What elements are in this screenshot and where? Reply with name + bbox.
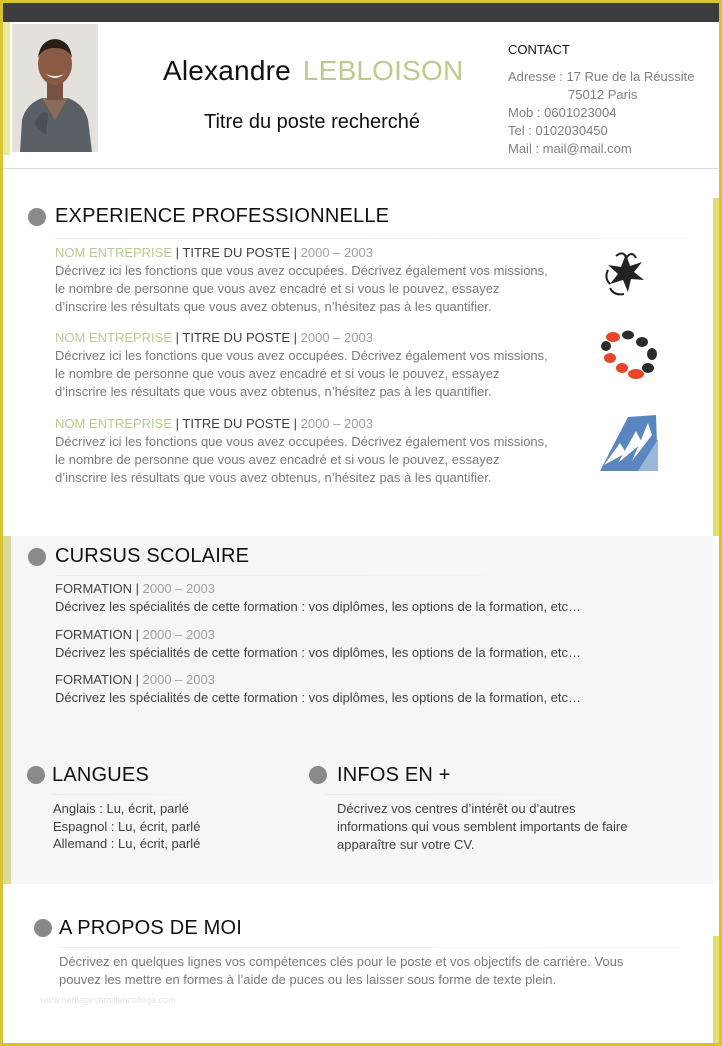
- job-description-line: Décrivez ici les fonctions que vous avez occupées. Décrivez également vos missions,: [55, 348, 548, 363]
- right-accent-rail: [713, 198, 719, 536]
- infos-divider: [325, 794, 675, 795]
- education-divider: [55, 575, 690, 576]
- separator: |: [172, 416, 183, 431]
- separator: |: [132, 581, 143, 596]
- education-heading: [55, 672, 215, 687]
- formation-label: FORMATION: [55, 672, 133, 687]
- separator: |: [132, 672, 143, 687]
- formation-description: Décrivez les spécialités de cette formation : vos diplômes, les options de la formation, etc…: [55, 599, 582, 614]
- job-years: 2000 – 2003: [300, 245, 373, 260]
- first-name: Alexandre: [163, 55, 291, 86]
- candidate-name: [163, 55, 463, 87]
- separator: |: [132, 627, 143, 642]
- formation-years: 2000 – 2003: [142, 672, 215, 687]
- separator: |: [290, 245, 301, 260]
- infos-line: apparaître sur votre CV.: [337, 837, 475, 852]
- formation-label: FORMATION: [55, 581, 133, 596]
- infos-line: informations qui vous semblent importants de faire: [337, 819, 628, 834]
- language-item: Anglais : Lu, écrit, parlé: [53, 801, 189, 816]
- contact-phone: Tel : 0102030450: [508, 123, 608, 138]
- job-description-line: Décrivez ici les fonctions que vous avez occupées. Décrivez également vos missions,: [55, 434, 548, 449]
- education-heading: [55, 627, 215, 642]
- company-name: NOM ENTREPRISE: [55, 416, 173, 431]
- infos-line: Décrivez vos centres d’intérêt ou d’autres: [337, 801, 576, 816]
- formation-label: FORMATION: [55, 627, 133, 642]
- contact-city: 75012 Paris: [568, 87, 638, 102]
- job-heading: [55, 330, 373, 345]
- star-burst-logo-icon: [604, 248, 648, 300]
- right-accent-rail-bottom: [713, 936, 719, 1043]
- about-line: pouvez les mettre en formes à l’aide de puces ou les laisser sous forme de texte plein.: [59, 972, 557, 987]
- left-accent-rail: [3, 536, 11, 884]
- ring-dots-logo-icon: [600, 328, 660, 380]
- job-role: TITRE DU POSTE: [182, 245, 291, 260]
- formation-description: Décrivez les spécialités de cette formation : vos diplômes, les options de la formation, etc…: [55, 690, 582, 705]
- job-description: [55, 347, 565, 401]
- education-title: CURSUS SCOLAIRE: [55, 545, 250, 567]
- job-years: 2000 – 2003: [300, 416, 373, 431]
- person-portrait-icon: [12, 24, 98, 152]
- last-name: LEBLOISON: [302, 55, 464, 86]
- experience-divider: [55, 238, 690, 239]
- job-role: TITRE DU POSTE: [182, 416, 291, 431]
- job-description-line: d’inscrire les résultats que vous avez obtenus, n’hésitez pas à les quantifier.: [55, 470, 492, 485]
- company-name: NOM ENTREPRISE: [55, 245, 173, 260]
- section-bullet-icon: [34, 919, 52, 937]
- company-name: NOM ENTREPRISE: [55, 330, 173, 345]
- about-title: A PROPOS DE MOI: [59, 917, 243, 939]
- watermark: www.heritagechristiancollege.com: [40, 995, 176, 1005]
- profile-photo: [12, 24, 98, 152]
- contact-mobile: Mob : 0601023004: [508, 105, 617, 120]
- languages-divider: [52, 794, 252, 795]
- job-description: [55, 262, 565, 316]
- section-bullet-icon: [28, 548, 46, 566]
- section-bullet-icon: [309, 766, 327, 784]
- separator: |: [290, 330, 301, 345]
- education-heading: [55, 581, 215, 596]
- job-heading: [55, 245, 373, 260]
- top-bar: [3, 3, 719, 22]
- job-description-line: Décrivez ici les fonctions que vous avez occupées. Décrivez également vos missions,: [55, 263, 548, 278]
- formation-years: 2000 – 2003: [142, 581, 215, 596]
- job-description-line: le nombre de personne que vous avez encadré et si vous le pouvez, essayez: [55, 366, 500, 381]
- job-description-line: d’inscrire les résultats que vous avez obtenus, n’hésitez pas à les quantifier.: [55, 299, 492, 314]
- section-bullet-icon: [28, 208, 46, 226]
- mountain-logo-icon: [598, 413, 660, 473]
- separator: |: [290, 416, 301, 431]
- experience-title: EXPERIENCE PROFESSIONNELLE: [55, 205, 390, 227]
- job-description: [55, 433, 565, 487]
- about-text: [59, 953, 659, 989]
- job-years: 2000 – 2003: [300, 330, 373, 345]
- job-role: TITRE DU POSTE: [182, 330, 291, 345]
- separator: |: [172, 245, 183, 260]
- about-line: Décrivez en quelques lignes vos compétences clés pour le poste et vos objectifs de carrière. Vous: [59, 954, 624, 969]
- contact-email: Mail : mail@mail.com: [508, 141, 632, 156]
- job-heading: [55, 416, 373, 431]
- infos-text: [337, 800, 667, 854]
- header-accent-strip: [3, 22, 10, 155]
- language-item: Espagnol : Lu, écrit, parlé: [53, 819, 201, 834]
- job-description-line: d’inscrire les résultats que vous avez obtenus, n’hésitez pas à les quantifier.: [55, 384, 492, 399]
- infos-title: INFOS EN +: [337, 764, 451, 786]
- about-divider: [59, 947, 679, 948]
- languages-title: LANGUES: [52, 764, 149, 786]
- contact-address: Adresse : 17 Rue de la Réussite: [508, 69, 695, 84]
- section-bullet-icon: [27, 766, 45, 784]
- language-item: Allemand : Lu, écrit, parlé: [53, 836, 201, 851]
- job-title: Titre du poste recherché: [204, 111, 421, 133]
- job-description-line: le nombre de personne que vous avez encadré et si vous le pouvez, essayez: [55, 452, 500, 467]
- job-description-line: le nombre de personne que vous avez encadré et si vous le pouvez, essayez: [55, 281, 500, 296]
- separator: |: [172, 330, 183, 345]
- formation-years: 2000 – 2003: [142, 627, 215, 642]
- formation-description: Décrivez les spécialités de cette formation : vos diplômes, les options de la formation, etc…: [55, 645, 582, 660]
- contact-heading: CONTACT: [508, 42, 570, 57]
